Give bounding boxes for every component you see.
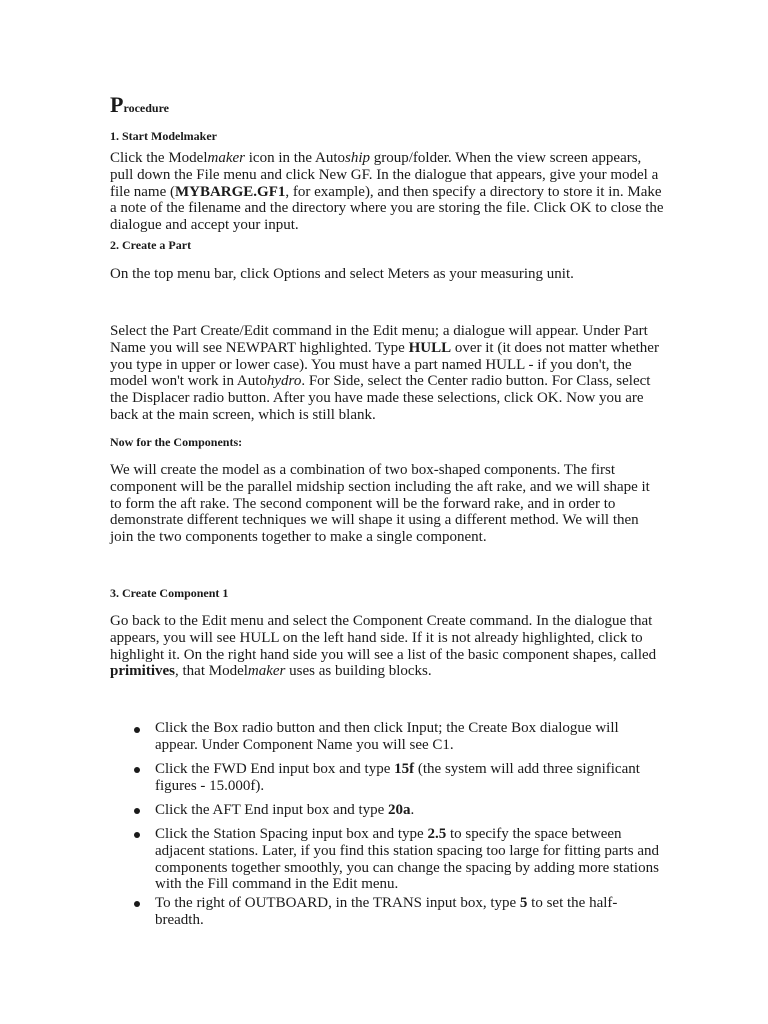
bullet-icon [134,832,140,838]
section-body-measuring-unit: On the top menu bar, click Options and select Meters as your measuring unit. [110,266,574,282]
section-body-components: We will create the model as a combination of two box-shaped components. The first component will be the parallel midship section including the aft rake, and we will shape it to form the aft rake. The second component will be the forward rake, and in order to demonstrate different techniques we will shape it using a different method. We will then join the two components together to make a single component. [110,462,650,546]
section-body-create-component-1: Go back to the Edit menu and select the Component Create command. In the dialogue that appears, you will see HULL on the left hand side. If it is not already highlighted, click to highlight it. On the right hand side you will see a list of the basic component shapes, called primitives, that Modelmaker uses as building blocks. [110,613,660,680]
section-heading-start-modelmaker: 1. Start Modelmaker [110,129,217,143]
section-heading-create-component-1: 3. Create Component 1 [110,586,229,600]
bullet-icon [134,901,140,907]
section-heading-components: Now for the Components: [110,435,243,449]
section-heading-create-part: 2. Create a Part [110,238,192,252]
section-body-start-modelmaker: Click the Modelmaker icon in the Autoship group/folder. When the view screen appears, pull down the File menu and click New GF. In the dialogue that appears, give your model a file name (MYBARGE.GF1, for example), and then specify a directory to store it in. Make a note of the filename and the directory where you are storing the file. Click OK to close the dialogue and accept your input. [110,150,668,234]
bullet-icon [134,808,140,814]
bullet-icon [134,767,140,773]
bullet-icon [134,727,140,733]
page-title: Procedure [110,92,169,117]
section-body-part-create: Select the Part Create/Edit command in the Edit menu; a dialogue will appear. Under Part Name you will see NEWPART highlighted. Type HULL over it (it does not matter whether you type in upper or lower case). You must have a part named HULL - if you don't, the model won't work in Autohydro. For Side, select the Center radio button. For Class, select the Displacer radio button. After you have made these selections, click OK. Now you are back at the main screen, which is still blank. [110,323,663,423]
